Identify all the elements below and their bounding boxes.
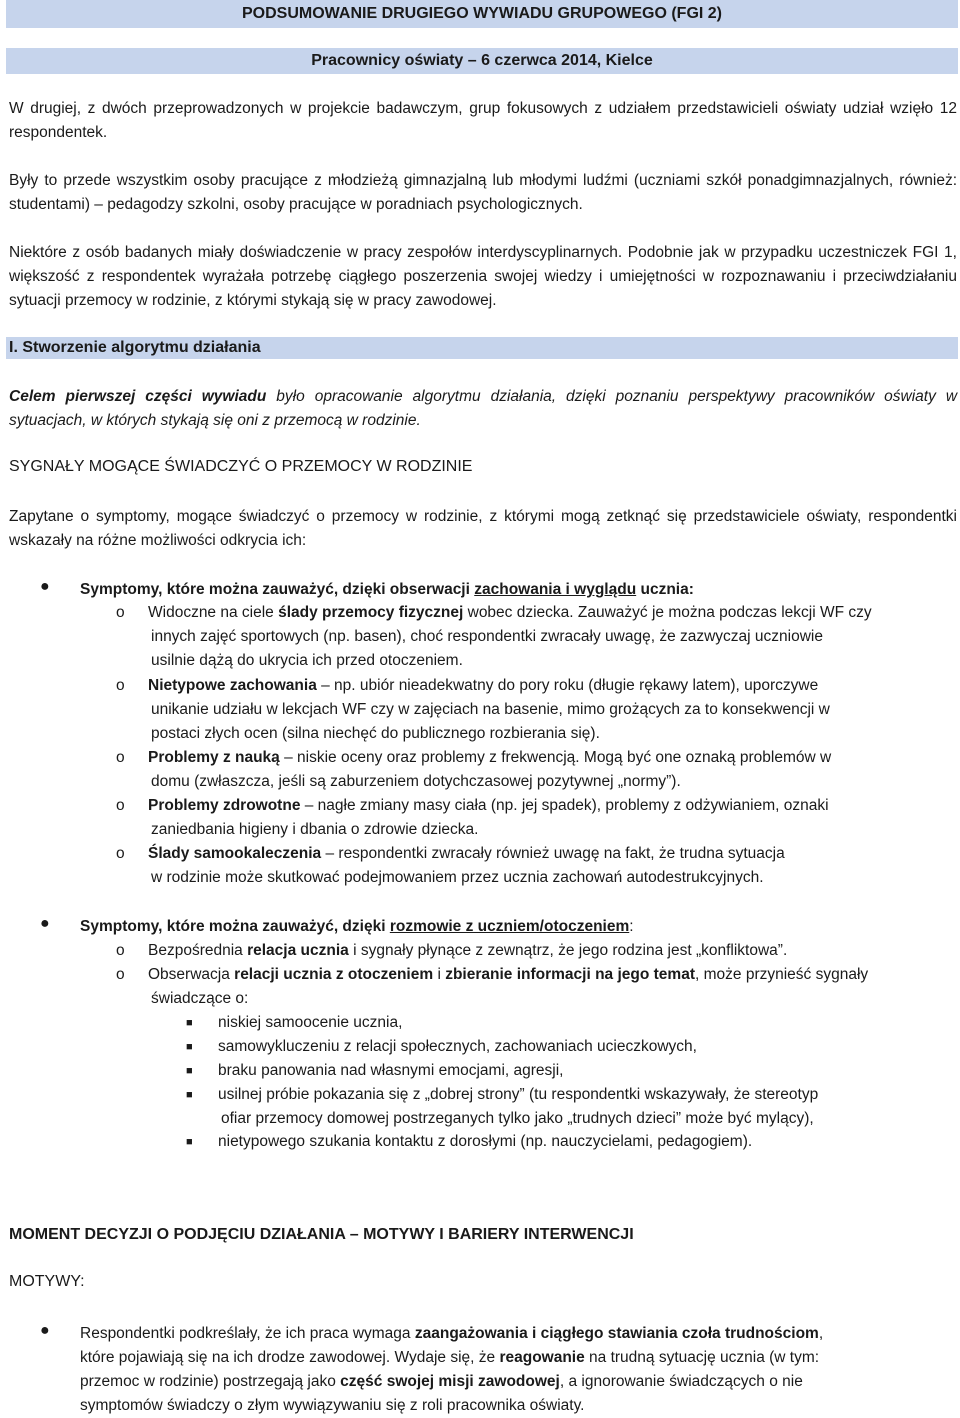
- item-line-2: świadczące o:: [151, 990, 249, 1007]
- list1-lead: [80, 578, 694, 602]
- item-line-2: w rodzinie może skutkować podejmowaniem przez ucznia zachowań autodestrukcyjnych.: [151, 869, 764, 886]
- motive-item: [80, 1322, 956, 1418]
- list2-lead: [80, 915, 634, 939]
- square-bullet-icon: ■: [186, 1017, 193, 1029]
- motives-label: MOTYWY:: [9, 1273, 85, 1290]
- list-item: [148, 601, 956, 673]
- list1-lead-b: ucznia:: [636, 581, 694, 598]
- item-line-1: – nagłe zmiany masy ciała (np. jej spadek), problemy z odżywianiem, oznaki: [300, 797, 829, 814]
- item-pre: Bezpośrednia: [148, 942, 248, 959]
- list-item-marker: o: [116, 677, 125, 694]
- item-and: i: [433, 966, 446, 983]
- item-bold: relacja ucznia: [247, 942, 349, 959]
- item-bold: relacji ucznia z otoczeniem: [234, 966, 434, 983]
- motive-l3a: przemoc w rodzinie) postrzegają jako: [80, 1373, 341, 1390]
- bullet-icon: ●: [40, 578, 50, 595]
- sub-item-continuation: ofiar przemocy domowej postrzeganych tylko jako „trudnych dzieci” może być mylący),: [221, 1110, 814, 1127]
- list-item-marker: o: [116, 845, 125, 862]
- motive-l4: symptomów świadczy o złym wywiązywaniu się z roli pracownika oświaty.: [80, 1397, 585, 1414]
- item-line-1: wobec dziecka. Zauważyć je można podczas lekcji WF czy: [463, 604, 872, 621]
- motive-bold: zaangażowania i ciągłego stawiania czoła trudnościom: [414, 1325, 819, 1342]
- list-item: [148, 963, 956, 1011]
- motive-l3-bold: część swojej misji zawodowej: [340, 1373, 560, 1390]
- item-rest: i sygnały płynące z zewnątrz, że jego rodzina jest „konfliktowa”.: [348, 942, 788, 959]
- list-item-marker: o: [116, 749, 125, 766]
- list-item: [148, 939, 956, 963]
- motive-l3c: , a ignorowanie świadczących o nie: [559, 1373, 803, 1390]
- intro-paragraph-3: Niektóre z osób badanych miały doświadczenie w pracy zespołów interdyscyplinarnych. Podobnie jak w przypadku uczestniczek FGI 1, większość z respondentek wyrażała potrzebę ciągłego poszerzenia swojej wiedzy i umiejętności w rozpoznawaniu i przeciwdziałaniu sytuacji przemocy w rodzinie, z którymi stykają się w pracy zawodowej.: [9, 244, 957, 309]
- list2-lead-b: :: [629, 918, 634, 935]
- list-item: [148, 842, 956, 890]
- list-item: [148, 674, 956, 746]
- list2-lead-a: Symptomy, które można zauważyć, dzięki: [80, 918, 390, 935]
- item-pre: Obserwacja: [148, 966, 235, 983]
- item-line-2: zaniedbania higieny i dbania o zdrowie dziecka.: [151, 821, 479, 838]
- motive-l2a: które pojawiają się na ich drodze zawodowej. Wydaje się, że: [80, 1349, 500, 1366]
- bullet-icon: ●: [40, 1322, 50, 1339]
- list-item-marker: o: [116, 942, 125, 959]
- item-line-3: usilnie dążą do ukrycia ich przed otoczeniem.: [151, 652, 463, 669]
- item-pre: Widoczne na ciele: [148, 604, 279, 621]
- item-bold: Nietypowe zachowania: [148, 677, 317, 694]
- intro-paragraph-1: W drugiej, z dwóch przeprowadzonych w projekcie badawczym, grup fokusowych z udziałem przedstawicieli oświaty udział wzięło 12 respondentek.: [9, 100, 957, 141]
- item-bold: Problemy zdrowotne: [148, 797, 301, 814]
- item-rest: , może przynieść sygnały: [695, 966, 869, 983]
- sub-item: usilnej próbie pokazania się z „dobrej strony” (tu respondentki wskazywały, że stereotyp: [218, 1086, 819, 1103]
- item-bold: ślady przemocy fizycznej: [278, 604, 464, 621]
- item-line-1: – np. ubiór nieadekwatny do pory roku (długie rękawy latem), uporczywe: [316, 677, 819, 694]
- sub-item: samowykluczeniu z relacji społecznych, zachowaniach ucieczkowych,: [218, 1038, 697, 1055]
- motive-l2-bold: reagowanie: [499, 1349, 585, 1366]
- item-line-2: unikanie udziału w lekcjach WF czy w zajęciach na basenie, mimo grożących za to konsekwencji w: [151, 701, 830, 718]
- list1-lead-a: Symptomy, które można zauważyć, dzięki obserwacji: [80, 581, 475, 598]
- square-bullet-icon: ■: [186, 1041, 193, 1053]
- section-heading: I. Stworzenie algorytmu działania: [9, 339, 261, 356]
- goal-rest: było opracowanie algorytmu działania, dzięki poznaniu perspektywy pracowników oświaty w sytuacjach, w których stykają się oni z przemocą w rodzinie.: [9, 388, 958, 429]
- sub-item: nietypowego szukania kontaktu z dorosłymi (np. nauczycielami, pedagogiem).: [218, 1133, 753, 1150]
- intro-paragraph-2: Były to przede wszystkim osoby pracujące z młodzieżą gimnazjalną lub młodymi ludźmi (uczniami szkół ponadgimnazjalnych, również: studentami) – pedagodzy szkolni, osoby pracujące w poradniach psychologicznych.: [9, 172, 957, 213]
- list1-lead-underlined: zachowania i wyglądu: [474, 581, 637, 598]
- item-line-3: postaci złych ocen (silna niechęć do publicznego rozbierania się).: [151, 725, 600, 742]
- page-subtitle: Pracownicy oświaty – 6 czerwca 2014, Kielce: [311, 52, 653, 69]
- list-item-marker: o: [116, 966, 125, 983]
- motive-c: ,: [818, 1325, 824, 1342]
- signals-intro: Zapytane o symptomy, mogące świadczyć o przemocy w rodzinie, z którymi mogą zetknąć się przedstawiciele oświaty, respondentki wskazały na różne możliwości odkrycia ich:: [9, 508, 957, 549]
- square-bullet-icon: ■: [186, 1136, 193, 1148]
- list-item: [148, 794, 956, 842]
- goal-bold: Celem pierwszej części wywiadu: [9, 388, 267, 405]
- list-item-marker: o: [116, 604, 125, 621]
- list-item: [148, 746, 956, 794]
- signals-heading: SYGNAŁY MOGĄCE ŚWIADCZYĆ O PRZEMOCY W RODZINIE: [9, 458, 473, 475]
- bullet-icon: ●: [40, 915, 50, 932]
- section2-heading: MOMENT DECYZJI O PODJĘCIU DZIAŁANIA – MOTYWY I BARIERY INTERWENCJI: [9, 1226, 634, 1243]
- sub-item: braku panowania nad własnymi emocjami, agresji,: [218, 1062, 564, 1079]
- list-item-marker: o: [116, 797, 125, 814]
- item-bold-2: zbieranie informacji na jego temat: [445, 966, 695, 983]
- motive-l2c: na trudną sytuację ucznia (w tym:: [584, 1349, 820, 1366]
- item-bold: Ślady samookaleczenia: [148, 845, 322, 862]
- item-line-2: domu (zwłaszcza, jeśli są zaburzeniem dotychczasowej pozytywnej „normy”).: [151, 773, 681, 790]
- goal-paragraph: [9, 385, 957, 433]
- sub-item: niskiej samoocenie ucznia,: [218, 1014, 403, 1031]
- item-bold: Problemy z nauką: [148, 749, 280, 766]
- square-bullet-icon: ■: [186, 1065, 193, 1077]
- square-bullet-icon: ■: [186, 1089, 193, 1101]
- item-line-1: – respondentki zwracały również uwagę na fakt, że trudna sytuacja: [321, 845, 785, 862]
- item-line-1: – niskie oceny oraz problemy z frekwencją. Mogą być one oznaką problemów w: [279, 749, 832, 766]
- page-title: PODSUMOWANIE DRUGIEGO WYWIADU GRUPOWEGO (FGI 2): [242, 5, 722, 22]
- item-line-2: innych zajęć sportowych (np. basen), choć respondentki zwracały uwagę, że zazwyczaj uczniowie: [151, 628, 823, 645]
- list2-lead-underlined: rozmowie z uczniem/otoczeniem: [389, 918, 630, 935]
- motive-a: Respondentki podkreślały, że ich praca wymaga: [80, 1325, 415, 1342]
